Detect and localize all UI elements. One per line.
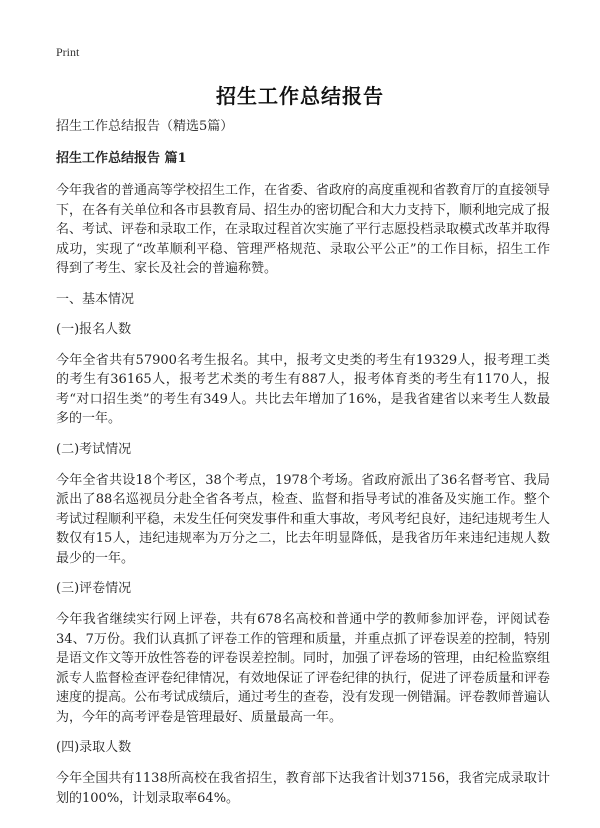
document-body xyxy=(56,118,550,820)
admission-paragraph: 今年全国共有1138所高校在我省招生，教育部下达我省计划37156，我省完成录取计划的100%，计划录取率64%。 xyxy=(56,771,550,806)
print-link[interactable]: Print xyxy=(56,45,80,59)
part1-heading: 一、基本情况 xyxy=(56,291,135,307)
document-subtitle: 招生工作总结报告（精选5篇） xyxy=(56,119,234,134)
admission-heading: (四)录取人数 xyxy=(56,740,132,755)
section-heading: 招生工作总结报告 篇1 xyxy=(56,151,187,166)
intro-paragraph: 今年我省的普通高等学校招生工作，在省委、省政府的高度重视和省教育厅的直接领导下，在各有关单位和各市县教育局、招生办的密切配合和大力支持下，顺利地完成了报名、考试、评卷和录取工作，在录取过程首次实施了平行志愿投档录取模式改革并取得成功，实现了“改革顺利平稳、管理严格规范、录取公平公正”的工作目标，招生工作得到了考生、家长及社会的普遍称赞。 xyxy=(56,183,551,276)
registration-paragraph: 今年全省共有57900名考生报名。其中，报考文史类的考生有19329人，报考理工类的考生有36165人，报考艺术类的考生有887人，报考体育类的考生有1170人，报考“对口招生类”的考生有349人。共比去年增加了16%，是我省建省以来考生人数最多的一年。 xyxy=(56,352,550,426)
exam-paragraph: 今年全省共设18个考区，38个考点，1978个考场。省政府派出了36名督考官、我局派出了88名巡视员分赴全省各考点，检查、监督和指导考试的准备及实施工作。整个考试过程顺利平稳，未发生任何突发事件和重大事故，考风考纪良好，违纪违规考生人数仅有15人，违纪违规率为万分之二，比去年明显降低，是我省历年来违纪违规人数最少的一年。 xyxy=(56,472,551,566)
grading-heading: (三)评卷情况 xyxy=(56,581,132,596)
grading-paragraph: 今年我省继续实行网上评卷，共有678名高校和普通中学的教师参加评卷，评阅试卷34、7万份。我们认真抓了评卷工作的管理和质量，并重点抓了评卷误差的控制，特别是语文作文等开放性答卷的评卷误差控制。同时，加强了评卷场的管理，由纪检监察组派专人监督检查评卷纪律情况，有效地保证了评卷纪律的执行，促进了评卷质量和评卷速度的提高。公布考试成绩后，通过考生的查卷，没有发现一例错漏。评卷教师普遍认为，今年的高考评卷是管理最好、质量最高一年。 xyxy=(56,612,551,725)
exam-heading: (二)考试情况 xyxy=(56,441,132,457)
registration-heading: (一)报名人数 xyxy=(56,321,132,337)
page-title: 招生工作总结报告 xyxy=(216,84,384,108)
